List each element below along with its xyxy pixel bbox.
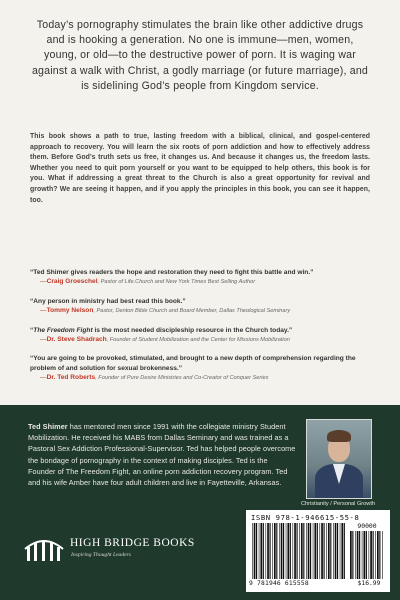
endorsement-text: “The Freedom Fight is the most needed discipleship resource in the Church today.” <box>30 326 293 334</box>
author-photo <box>306 419 372 499</box>
endorser-name: Craig Groeschel <box>46 278 98 286</box>
author-bio-text: has mentored men since 1991 with the collegiate ministry Student Mobilization. He received his MABS from Dallas Seminary and was trained as a Pastoral Sex Addiction Professional-Supervisor. Ted has helped people overcome the bondage of pornography in the context of making disciples. Ted is the Founder of The Freedom Fight, an online porn addiction recovery program. Ted and his wife Amber have four adult children and live in Fayetteville, Arkansas. <box>28 422 296 488</box>
endorser-name: Dr. Ted Roberts <box>46 374 96 382</box>
endorser-name: Tommy Nelson <box>46 307 94 315</box>
endorser-role: , Pastor of Life.Church and New York Times Best Selling Author <box>97 279 256 286</box>
barcode-addon-bars <box>350 531 384 579</box>
category-label: Christianity / Personal Growth <box>301 501 375 507</box>
endorsements <box>30 268 370 393</box>
publisher-tagline: Inspiring Thought Leaders <box>71 552 131 558</box>
endorsement-text: “Ted Shimer gives readers the hope and restoration they need to fight this battle and win.” <box>30 269 314 276</box>
endorsement-attribution: —Dr. Ted Roberts, Founder of Pure Desire Ministries and Co-Creator of Conquer Series <box>40 374 269 382</box>
back-cover-footer <box>0 405 400 600</box>
description-paragraph: This book shows a path to true, lasting freedom with a biblical, clinical, and gospel-centered approach to recovery. You will learn the six roots of porn addiction and how to effectively address them. Before God’s truth sets us free, it changes us. And because it changes us, the freedom lasts. Whether you need to quit porn yourself or you want to be equipped to help others, this book is for you. What if addressing a great threat to the Church is also a great opportunity for revival and growth? We are seeing it happen, and if you apply the principles in this book, you can see it happen, too. <box>30 133 370 204</box>
publisher-name: HIGH BRIDGE BOOKS <box>70 537 195 549</box>
endorsement-attribution: —Tommy Nelson, Pastor, Denton Bible Church and Board Member, Dallas Theological Seminary <box>40 307 291 315</box>
endorser-role: , Founder of Pure Desire Ministries and Co-Creator of Conquer Series <box>95 375 269 382</box>
endorser-name: Dr. Steve Shadrach <box>46 336 107 344</box>
endorser-role: , Founder of Student Mobilization and the Center for Missions Mobilization <box>106 337 290 344</box>
endorsement <box>30 354 370 383</box>
endorsement-text: “You are going to be provoked, stimulated, and brought to a new depth of comprehension regarding the problem of and solution for sexual brokenness.” <box>30 355 356 372</box>
endorsement-text: “Any person in ministry had best read this book.” <box>30 297 186 305</box>
barcode-digits: 9 781946 615558 <box>249 580 309 587</box>
endorsement-attribution: —Craig Groeschel, Pastor of Life.Church and New York Times Best Selling Author <box>40 278 256 286</box>
endorser-role: , Pastor, Denton Bible Church and Board Member, Dallas Theological Seminary <box>93 308 291 315</box>
bridge-logo-icon <box>24 535 64 561</box>
endorsement <box>30 268 370 288</box>
endorsement <box>30 326 370 346</box>
barcode-bars <box>252 523 346 579</box>
price-label: $16.99 <box>357 580 381 587</box>
barcode-addon-code: 90000 <box>357 522 377 530</box>
intro-paragraph: Today’s pornography stimulates the brain like other addictive drugs and is hooking a generation. No one is immune—men, women, young, or old—to the destructive power of porn. It is waging war against a walk with Christ, a godly marriage (or future marriage), and is sidelining God’s people from Kingdom service. <box>31 19 369 92</box>
book-title: The Freedom Fight <box>33 326 93 334</box>
endorsement-attribution: —Dr. Steve Shadrach, Founder of Student Mobilization and the Center for Missions Mobilization <box>40 336 290 344</box>
isbn-barcode <box>246 510 390 592</box>
endorsement <box>30 297 370 317</box>
isbn-number: ISBN 978-1-946615-55-8 <box>251 513 360 522</box>
author-name: Ted Shimer <box>28 422 68 431</box>
publisher-logo <box>24 527 195 567</box>
author-bio <box>28 421 296 488</box>
